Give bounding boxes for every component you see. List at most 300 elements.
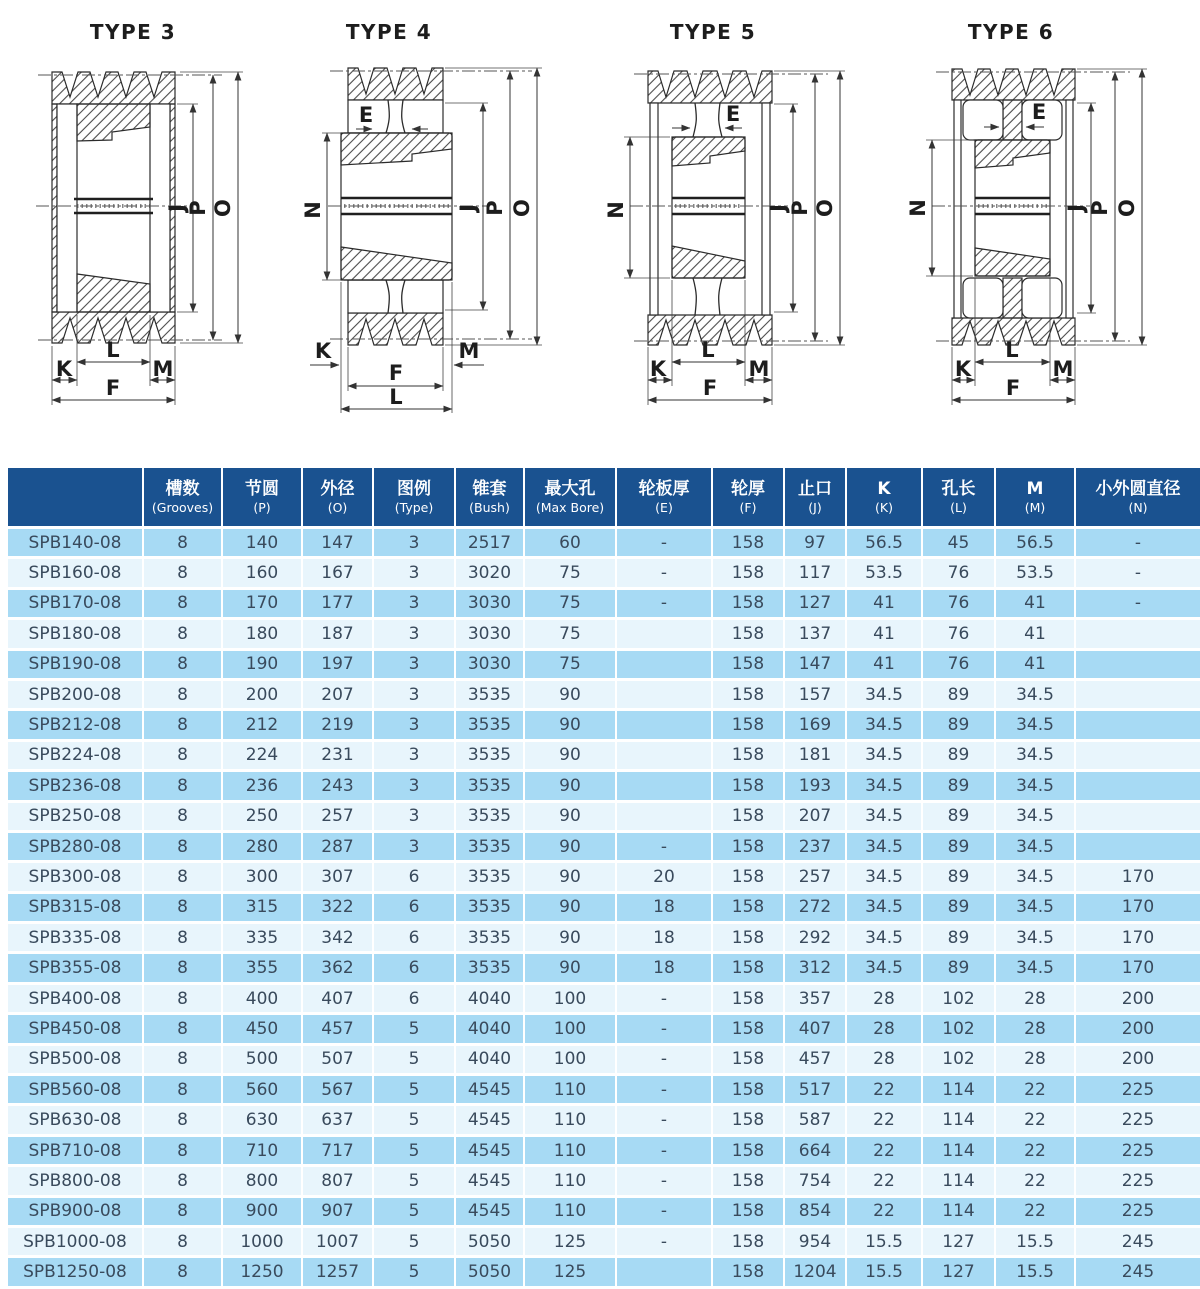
- value-cell: 89: [922, 771, 995, 801]
- table-row: [8, 892, 1200, 922]
- value-cell: 3535: [455, 740, 524, 770]
- value-cell: 342: [302, 923, 373, 953]
- value-cell: 97: [784, 528, 846, 558]
- value-cell: 5: [373, 1044, 455, 1074]
- value-cell: 89: [922, 862, 995, 892]
- value-cell: 90: [524, 923, 616, 953]
- value-cell: 20: [616, 862, 712, 892]
- value-cell: 4545: [455, 1135, 524, 1165]
- model-cell: SPB450-08: [8, 1014, 143, 1044]
- dim-label-n: N: [301, 201, 325, 219]
- value-cell: 169: [784, 710, 846, 740]
- value-cell: 560: [222, 1075, 302, 1105]
- diagram-type-3: [0, 0, 300, 468]
- value-cell: 245: [1075, 1226, 1200, 1256]
- value-cell: 3535: [455, 710, 524, 740]
- value-cell: 34.5: [995, 771, 1075, 801]
- value-cell: 1257: [302, 1257, 373, 1287]
- value-cell: 900: [222, 1196, 302, 1226]
- value-cell: 110: [524, 1075, 616, 1105]
- value-cell: 53.5: [846, 558, 922, 588]
- dim-label-f: F: [1005, 376, 1021, 400]
- column-header: 锥套 (Bush): [455, 468, 524, 528]
- value-cell: 28: [846, 983, 922, 1013]
- value-cell: 28: [995, 1044, 1075, 1074]
- dim-label-p: P: [483, 200, 507, 216]
- value-cell: 3535: [455, 679, 524, 709]
- value-cell: 34.5: [846, 892, 922, 922]
- dim-label-m: M: [1052, 357, 1074, 381]
- value-cell: 3: [373, 831, 455, 861]
- value-cell: 56.5: [846, 528, 922, 558]
- value-cell: 637: [302, 1105, 373, 1135]
- value-cell: 89: [922, 740, 995, 770]
- value-cell: 5: [373, 1135, 455, 1165]
- value-cell: 89: [922, 801, 995, 831]
- value-cell: -: [616, 1135, 712, 1165]
- value-cell: 22: [846, 1135, 922, 1165]
- value-cell: 237: [784, 831, 846, 861]
- value-cell: 5050: [455, 1226, 524, 1256]
- value-cell: 158: [712, 619, 784, 649]
- value-cell: 8: [143, 923, 222, 953]
- value-cell: -: [616, 1196, 712, 1226]
- model-cell: SPB400-08: [8, 983, 143, 1013]
- value-cell: 854: [784, 1196, 846, 1226]
- value-cell: 89: [922, 710, 995, 740]
- value-cell: -: [616, 1226, 712, 1256]
- column-header: 外径 (O): [302, 468, 373, 528]
- value-cell: 807: [302, 1166, 373, 1196]
- value-cell: 158: [712, 953, 784, 983]
- value-cell: 1250: [222, 1257, 302, 1287]
- table-row: [8, 1226, 1200, 1256]
- value-cell: 5050: [455, 1257, 524, 1287]
- value-cell: 158: [712, 740, 784, 770]
- value-cell: 158: [712, 771, 784, 801]
- model-cell: SPB1000-08: [8, 1226, 143, 1256]
- value-cell: 34.5: [846, 801, 922, 831]
- value-cell: 407: [784, 1014, 846, 1044]
- value-cell: 28: [995, 983, 1075, 1013]
- value-cell: 60: [524, 528, 616, 558]
- value-cell: 3: [373, 558, 455, 588]
- dim-label-k: K: [314, 339, 332, 363]
- value-cell: 5: [373, 1226, 455, 1256]
- value-cell: 257: [302, 801, 373, 831]
- value-cell: 158: [712, 892, 784, 922]
- value-cell: [1075, 771, 1200, 801]
- value-cell: 90: [524, 771, 616, 801]
- value-cell: 4545: [455, 1196, 524, 1226]
- dim-label-m: M: [152, 357, 174, 381]
- value-cell: 158: [712, 923, 784, 953]
- value-cell: 56.5: [995, 528, 1075, 558]
- value-cell: -: [1075, 558, 1200, 588]
- value-cell: 200: [1075, 983, 1200, 1013]
- value-cell: 28: [846, 1044, 922, 1074]
- value-cell: 158: [712, 1075, 784, 1105]
- value-cell: 236: [222, 771, 302, 801]
- value-cell: 8: [143, 953, 222, 983]
- model-cell: SPB170-08: [8, 588, 143, 618]
- model-cell: SPB315-08: [8, 892, 143, 922]
- value-cell: 200: [222, 679, 302, 709]
- column-header: 止口 (J): [784, 468, 846, 528]
- value-cell: 8: [143, 1105, 222, 1135]
- value-cell: 8: [143, 862, 222, 892]
- value-cell: 114: [922, 1075, 995, 1105]
- value-cell: 114: [922, 1105, 995, 1135]
- value-cell: 6: [373, 923, 455, 953]
- value-cell: 41: [846, 588, 922, 618]
- dim-label-k: K: [954, 357, 972, 381]
- value-cell: 5: [373, 1166, 455, 1196]
- value-cell: 3: [373, 771, 455, 801]
- value-cell: 89: [922, 923, 995, 953]
- value-cell: 22: [995, 1105, 1075, 1135]
- value-cell: 125: [524, 1226, 616, 1256]
- value-cell: 754: [784, 1166, 846, 1196]
- dim-label-o: O: [1115, 199, 1139, 217]
- dim-label-o: O: [510, 199, 534, 217]
- model-cell: SPB180-08: [8, 619, 143, 649]
- value-cell: 90: [524, 801, 616, 831]
- value-cell: 280: [222, 831, 302, 861]
- table-row: [8, 983, 1200, 1013]
- value-cell: 15.5: [995, 1226, 1075, 1256]
- value-cell: 160: [222, 558, 302, 588]
- value-cell: 34.5: [995, 862, 1075, 892]
- table-row: [8, 649, 1200, 679]
- value-cell: 158: [712, 831, 784, 861]
- value-cell: 6: [373, 983, 455, 1013]
- value-cell: 187: [302, 619, 373, 649]
- type-3-drawing: [0, 0, 300, 468]
- value-cell: 8: [143, 801, 222, 831]
- value-cell: 157: [784, 679, 846, 709]
- value-cell: 41: [995, 649, 1075, 679]
- value-cell: 907: [302, 1196, 373, 1226]
- value-cell: 89: [922, 679, 995, 709]
- value-cell: 8: [143, 558, 222, 588]
- value-cell: 630: [222, 1105, 302, 1135]
- value-cell: 231: [302, 740, 373, 770]
- value-cell: 22: [995, 1166, 1075, 1196]
- value-cell: 3: [373, 649, 455, 679]
- value-cell: 158: [712, 588, 784, 618]
- value-cell: 517: [784, 1075, 846, 1105]
- value-cell: 34.5: [846, 771, 922, 801]
- value-cell: 243: [302, 771, 373, 801]
- value-cell: 8: [143, 1196, 222, 1226]
- value-cell: 125: [524, 1257, 616, 1287]
- value-cell: 315: [222, 892, 302, 922]
- value-cell: 158: [712, 1257, 784, 1287]
- model-cell: SPB1250-08: [8, 1257, 143, 1287]
- table-row: [8, 740, 1200, 770]
- value-cell: 8: [143, 588, 222, 618]
- value-cell: [616, 710, 712, 740]
- dim-label-e: E: [725, 102, 741, 126]
- value-cell: 177: [302, 588, 373, 618]
- value-cell: 34.5: [846, 862, 922, 892]
- value-cell: 219: [302, 710, 373, 740]
- value-cell: 41: [846, 619, 922, 649]
- table-row: [8, 1014, 1200, 1044]
- type-5-drawing: [600, 0, 900, 468]
- model-cell: SPB190-08: [8, 649, 143, 679]
- value-cell: 3030: [455, 619, 524, 649]
- value-cell: 3535: [455, 831, 524, 861]
- column-header: 最大孔 (Max Bore): [524, 468, 616, 528]
- value-cell: 355: [222, 953, 302, 983]
- value-cell: 100: [524, 1044, 616, 1074]
- value-cell: 507: [302, 1044, 373, 1074]
- column-header: M (M): [995, 468, 1075, 528]
- value-cell: 225: [1075, 1105, 1200, 1135]
- value-cell: 225: [1075, 1135, 1200, 1165]
- value-cell: [1075, 801, 1200, 831]
- value-cell: 76: [922, 649, 995, 679]
- value-cell: [1075, 619, 1200, 649]
- model-cell: SPB300-08: [8, 862, 143, 892]
- value-cell: -: [616, 983, 712, 1013]
- dim-label-o: O: [211, 199, 235, 217]
- value-cell: -: [1075, 528, 1200, 558]
- value-cell: 100: [524, 983, 616, 1013]
- value-cell: 89: [922, 892, 995, 922]
- value-cell: 457: [784, 1044, 846, 1074]
- value-cell: 34.5: [995, 801, 1075, 831]
- value-cell: 3020: [455, 558, 524, 588]
- value-cell: 170: [1075, 953, 1200, 983]
- value-cell: 45: [922, 528, 995, 558]
- value-cell: 75: [524, 588, 616, 618]
- value-cell: [1075, 679, 1200, 709]
- value-cell: 225: [1075, 1075, 1200, 1105]
- value-cell: [616, 740, 712, 770]
- pulley-diagrams: [0, 0, 1200, 468]
- diagram-type-5: [600, 0, 900, 468]
- value-cell: 22: [995, 1075, 1075, 1105]
- value-cell: -: [616, 1044, 712, 1074]
- value-cell: 18: [616, 923, 712, 953]
- value-cell: 158: [712, 1226, 784, 1256]
- model-cell: SPB710-08: [8, 1135, 143, 1165]
- value-cell: 225: [1075, 1166, 1200, 1196]
- dim-label-f: F: [105, 376, 121, 400]
- value-cell: 180: [222, 619, 302, 649]
- value-cell: 158: [712, 710, 784, 740]
- value-cell: 257: [784, 862, 846, 892]
- table-row: [8, 923, 1200, 953]
- value-cell: 8: [143, 1226, 222, 1256]
- value-cell: 158: [712, 649, 784, 679]
- value-cell: [616, 679, 712, 709]
- value-cell: -: [1075, 588, 1200, 618]
- value-cell: 75: [524, 558, 616, 588]
- value-cell: 22: [846, 1075, 922, 1105]
- value-cell: 5: [373, 1257, 455, 1287]
- value-cell: 158: [712, 1105, 784, 1135]
- value-cell: 22: [846, 1166, 922, 1196]
- value-cell: 322: [302, 892, 373, 922]
- value-cell: 117: [784, 558, 846, 588]
- value-cell: 100: [524, 1014, 616, 1044]
- value-cell: 664: [784, 1135, 846, 1165]
- table-row: [8, 1135, 1200, 1165]
- value-cell: 8: [143, 892, 222, 922]
- column-header: [8, 468, 143, 528]
- dim-label-k: K: [649, 357, 667, 381]
- dim-label-n: N: [604, 201, 628, 219]
- value-cell: 4545: [455, 1075, 524, 1105]
- column-header: 节圆 (P): [222, 468, 302, 528]
- value-cell: 3: [373, 528, 455, 558]
- spec-table-body: [8, 528, 1200, 1288]
- value-cell: 3: [373, 619, 455, 649]
- model-cell: SPB900-08: [8, 1196, 143, 1226]
- value-cell: 158: [712, 801, 784, 831]
- dim-label-o: O: [813, 199, 837, 217]
- dim-label-e: E: [358, 103, 374, 127]
- value-cell: 34.5: [846, 831, 922, 861]
- value-cell: 1000: [222, 1226, 302, 1256]
- value-cell: 8: [143, 528, 222, 558]
- value-cell: 200: [1075, 1044, 1200, 1074]
- column-header: 槽数 (Grooves): [143, 468, 222, 528]
- table-row: [8, 1105, 1200, 1135]
- value-cell: 34.5: [995, 831, 1075, 861]
- value-cell: 5: [373, 1196, 455, 1226]
- value-cell: 41: [995, 619, 1075, 649]
- value-cell: 6: [373, 953, 455, 983]
- dim-label-m: M: [748, 357, 770, 381]
- value-cell: 193: [784, 771, 846, 801]
- value-cell: 357: [784, 983, 846, 1013]
- spec-table: [8, 468, 1200, 1289]
- value-cell: 8: [143, 831, 222, 861]
- value-cell: 407: [302, 983, 373, 1013]
- value-cell: 147: [784, 649, 846, 679]
- model-cell: SPB335-08: [8, 923, 143, 953]
- value-cell: 8: [143, 710, 222, 740]
- value-cell: [1075, 831, 1200, 861]
- value-cell: 181: [784, 740, 846, 770]
- value-cell: 207: [784, 801, 846, 831]
- value-cell: -: [616, 1166, 712, 1196]
- diagram-type-4: [300, 0, 600, 468]
- table-row: [8, 528, 1200, 558]
- model-cell: SPB630-08: [8, 1105, 143, 1135]
- value-cell: 158: [712, 1166, 784, 1196]
- value-cell: 18: [616, 953, 712, 983]
- value-cell: 114: [922, 1196, 995, 1226]
- value-cell: 8: [143, 1044, 222, 1074]
- value-cell: 34.5: [846, 740, 922, 770]
- value-cell: 587: [784, 1105, 846, 1135]
- value-cell: 8: [143, 771, 222, 801]
- value-cell: 5: [373, 1075, 455, 1105]
- column-header: 小外圆直径 (N): [1075, 468, 1200, 528]
- dim-label-j: J: [1064, 204, 1088, 212]
- value-cell: 90: [524, 679, 616, 709]
- table-row: [8, 801, 1200, 831]
- value-cell: -: [616, 1105, 712, 1135]
- value-cell: 89: [922, 831, 995, 861]
- value-cell: 3: [373, 588, 455, 618]
- value-cell: 400: [222, 983, 302, 1013]
- value-cell: 197: [302, 649, 373, 679]
- value-cell: 335: [222, 923, 302, 953]
- value-cell: 76: [922, 588, 995, 618]
- value-cell: 2517: [455, 528, 524, 558]
- value-cell: -: [616, 588, 712, 618]
- value-cell: 200: [1075, 1014, 1200, 1044]
- value-cell: 102: [922, 983, 995, 1013]
- value-cell: 212: [222, 710, 302, 740]
- value-cell: 90: [524, 831, 616, 861]
- value-cell: 710: [222, 1135, 302, 1165]
- model-cell: SPB160-08: [8, 558, 143, 588]
- dim-label-p: P: [1088, 200, 1112, 216]
- value-cell: 4545: [455, 1105, 524, 1135]
- table-row: [8, 862, 1200, 892]
- value-cell: 4040: [455, 1014, 524, 1044]
- value-cell: 18: [616, 892, 712, 922]
- column-header: 轮板厚 (E): [616, 468, 712, 528]
- value-cell: 22: [995, 1196, 1075, 1226]
- spec-table-head: [8, 468, 1200, 528]
- value-cell: 4040: [455, 983, 524, 1013]
- model-cell: SPB800-08: [8, 1166, 143, 1196]
- value-cell: 5: [373, 1105, 455, 1135]
- value-cell: 3535: [455, 923, 524, 953]
- dim-label-j: J: [456, 204, 480, 212]
- value-cell: 75: [524, 649, 616, 679]
- value-cell: 8: [143, 1257, 222, 1287]
- value-cell: 250: [222, 801, 302, 831]
- value-cell: 158: [712, 528, 784, 558]
- value-cell: 15.5: [846, 1257, 922, 1287]
- value-cell: 76: [922, 619, 995, 649]
- value-cell: 22: [995, 1135, 1075, 1165]
- value-cell: 22: [846, 1105, 922, 1135]
- dim-label-f: F: [702, 376, 718, 400]
- dim-label-f: F: [388, 361, 404, 385]
- value-cell: 158: [712, 862, 784, 892]
- value-cell: [1075, 710, 1200, 740]
- value-cell: 4040: [455, 1044, 524, 1074]
- dim-label-k: K: [55, 357, 73, 381]
- model-cell: SPB236-08: [8, 771, 143, 801]
- value-cell: -: [616, 1014, 712, 1044]
- value-cell: 158: [712, 1044, 784, 1074]
- table-row: [8, 679, 1200, 709]
- value-cell: 110: [524, 1105, 616, 1135]
- value-cell: [616, 619, 712, 649]
- value-cell: 307: [302, 862, 373, 892]
- table-row: [8, 1075, 1200, 1105]
- value-cell: 4545: [455, 1166, 524, 1196]
- value-cell: 8: [143, 649, 222, 679]
- value-cell: 8: [143, 619, 222, 649]
- value-cell: 34.5: [846, 923, 922, 953]
- value-cell: 3535: [455, 862, 524, 892]
- value-cell: 207: [302, 679, 373, 709]
- value-cell: 500: [222, 1044, 302, 1074]
